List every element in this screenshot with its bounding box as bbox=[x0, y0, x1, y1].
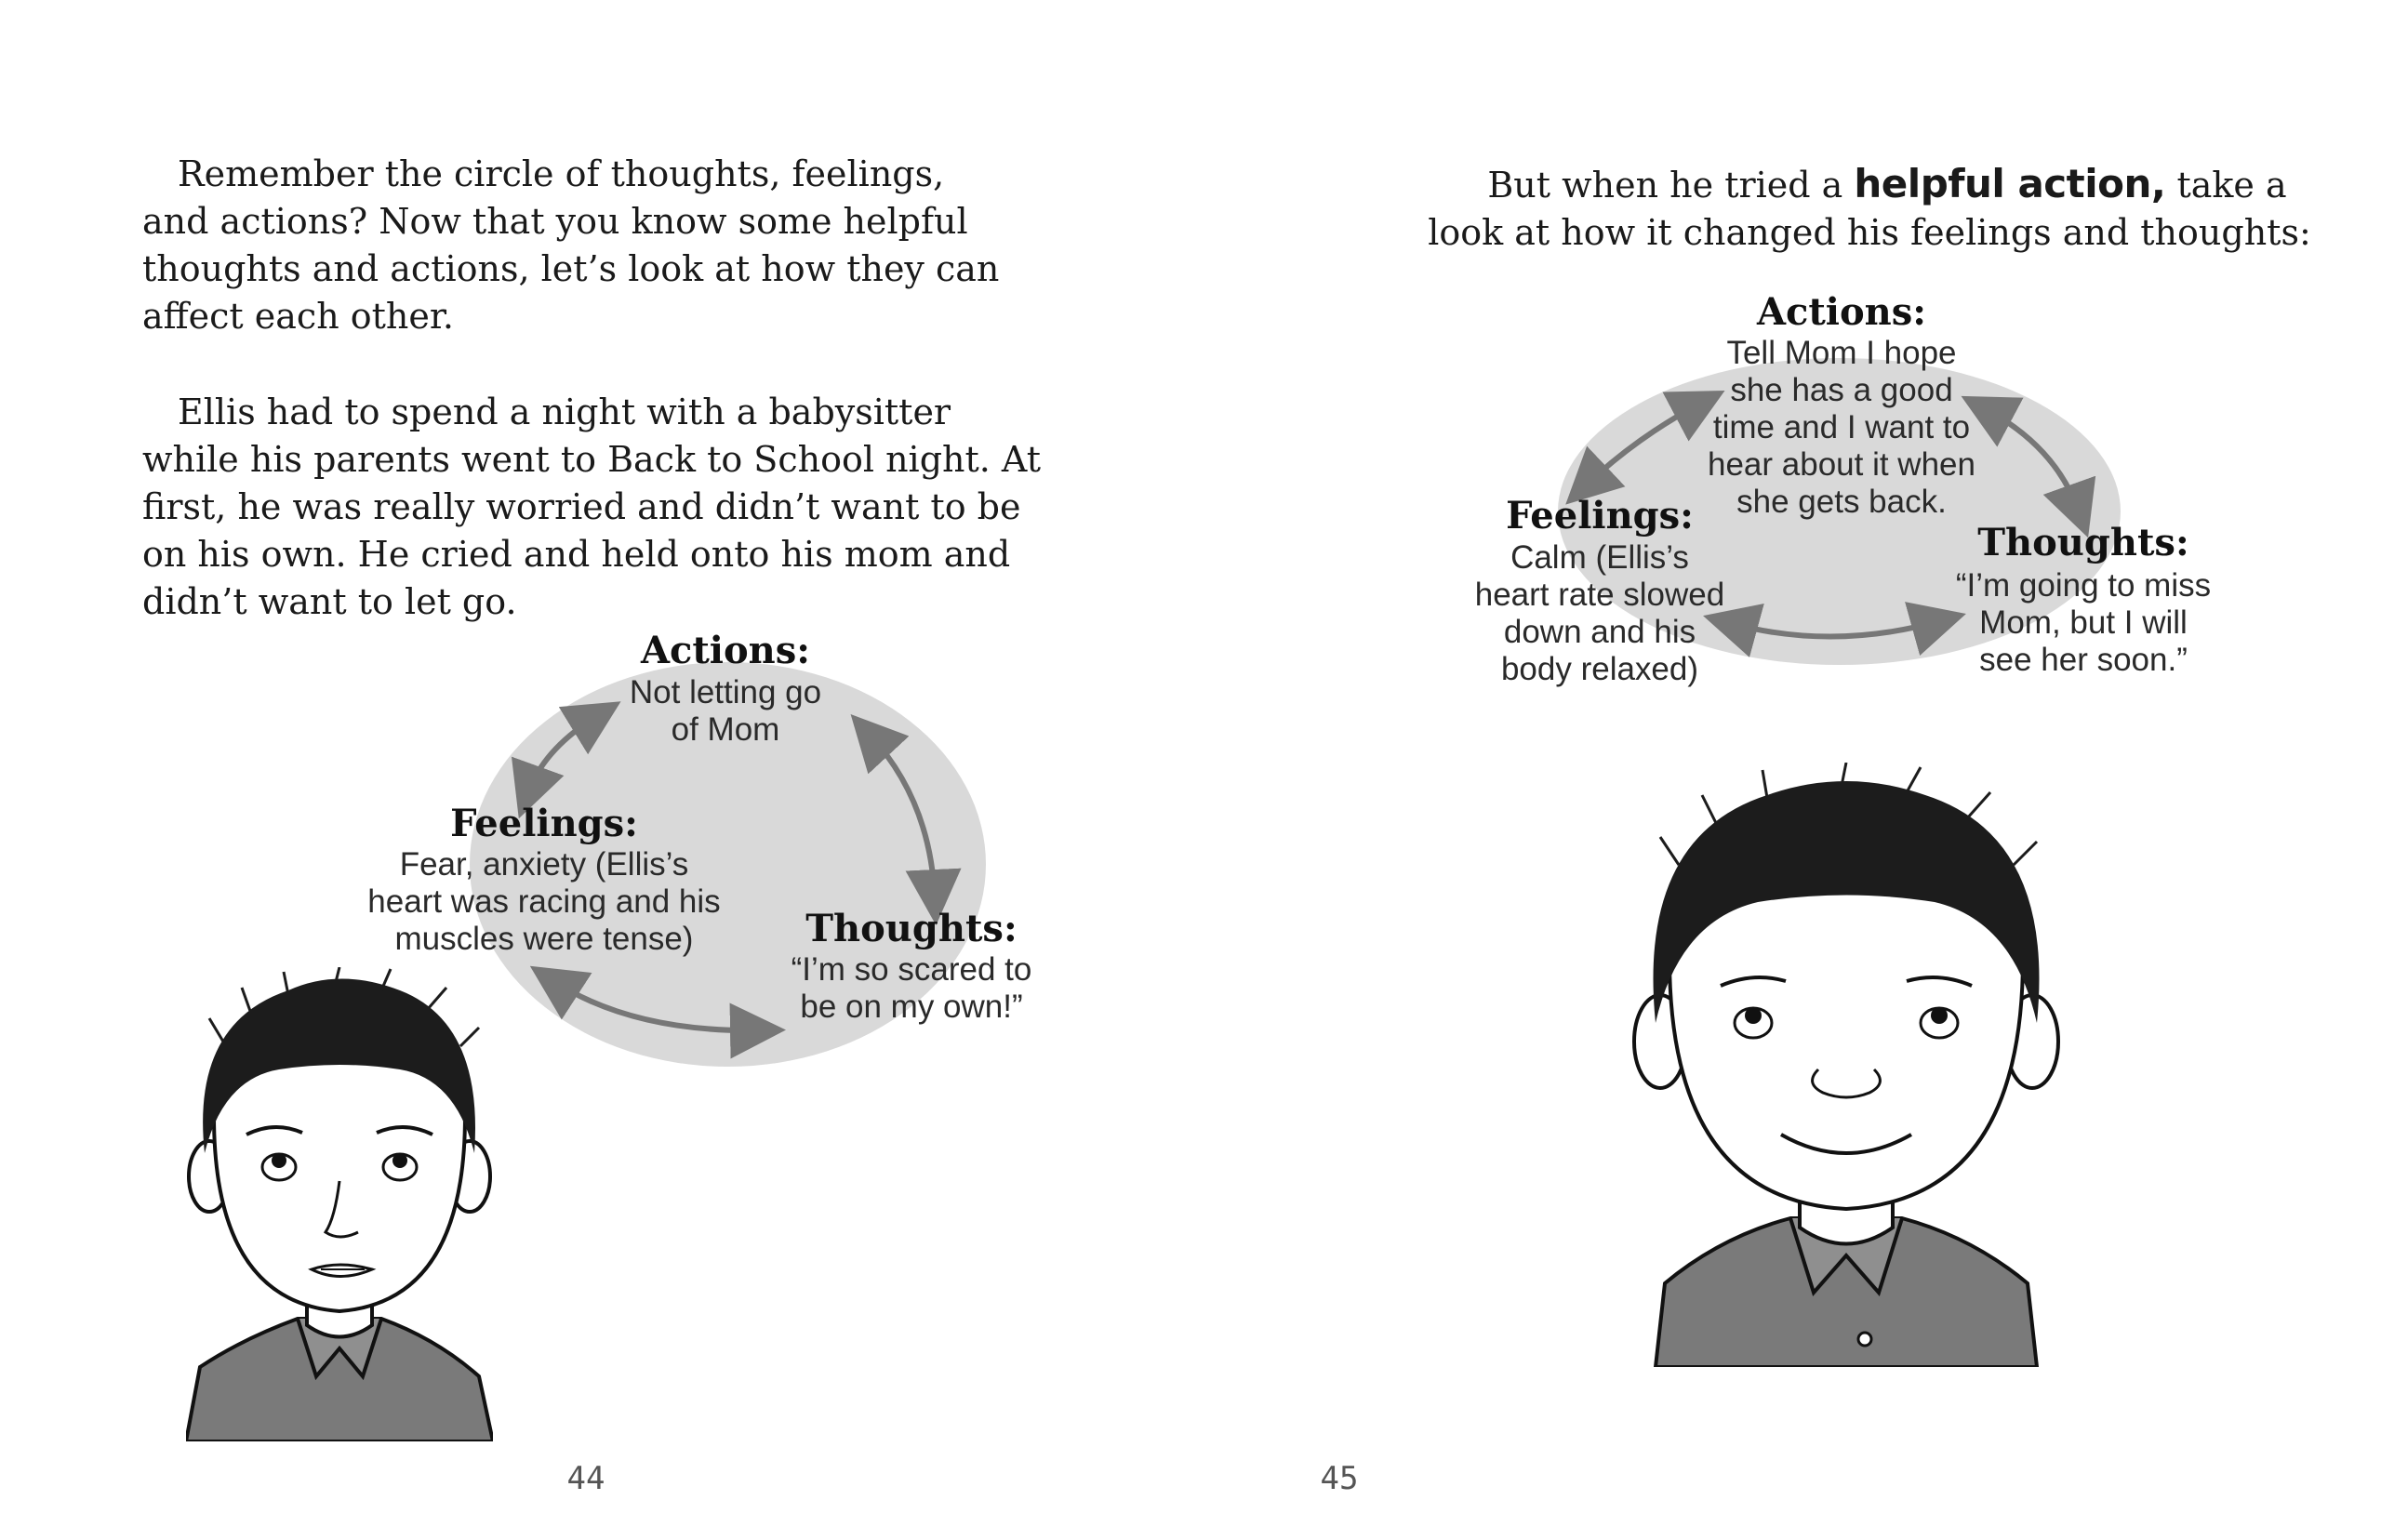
feelings-heading: Feelings: bbox=[450, 802, 638, 845]
cycle-arrows bbox=[0, 0, 1190, 1540]
arrow-actions-thoughts bbox=[870, 735, 935, 897]
page-number-left: 44 bbox=[566, 1460, 605, 1497]
feelings-text: Fear, anxiety (Ellis’s heart was racing and his muscles were tense) bbox=[367, 846, 721, 957]
arrow-feelings-thoughts-helpful bbox=[1730, 621, 1939, 637]
actions-heading: Actions: bbox=[640, 629, 811, 672]
smiling-boy-illustration bbox=[1628, 763, 2065, 1367]
intro-text-after: take a look at how it changed his feelings and thoughts: bbox=[1428, 165, 2311, 253]
intro-text-before: But when he tried a bbox=[1452, 165, 1855, 206]
feelings-text-helpful: Calm (Ellis’s heart rate slowed down and his body relaxed) bbox=[1474, 539, 1725, 687]
feelings-heading-helpful: Feelings: bbox=[1506, 494, 1694, 538]
thoughts-text-helpful: “I’m going to miss Mom, but I will see her soon.” bbox=[1955, 567, 2212, 678]
right-page bbox=[1190, 0, 2381, 1540]
page-number-right: 45 bbox=[1320, 1460, 1359, 1497]
paragraph-ellis-story-text: Ellis had to spend a night with a babysitter while his parents went to Back to School night. At first, he was really worried and didn’t want to be on his own. He cried and held onto his mom and didn’t want to let go. bbox=[142, 392, 1041, 622]
paragraph-circle-intro-text: Remember the circle of thoughts, feelings, and actions? Now that you know some helpful thoughts and actions, let’s look at how they can affect each other. bbox=[142, 153, 1000, 337]
arrow-feelings-thoughts bbox=[553, 981, 758, 1030]
intro-emphasis: helpful action, bbox=[1854, 161, 2166, 206]
worried-boy-illustration bbox=[186, 967, 493, 1441]
thoughts-heading: Thoughts: bbox=[805, 907, 1018, 950]
thoughts-text: “I’m so scared to be on my own!” bbox=[791, 951, 1032, 1025]
left-page bbox=[0, 0, 1190, 1540]
thoughts-heading-helpful: Thoughts: bbox=[1977, 521, 2189, 564]
actions-heading-helpful: Actions: bbox=[1756, 290, 1927, 334]
actions-text-helpful: Tell Mom I hope she has a good time and I want to hear about it when she gets back. bbox=[1708, 335, 1975, 520]
actions-text: Not letting go of Mom bbox=[629, 674, 822, 748]
